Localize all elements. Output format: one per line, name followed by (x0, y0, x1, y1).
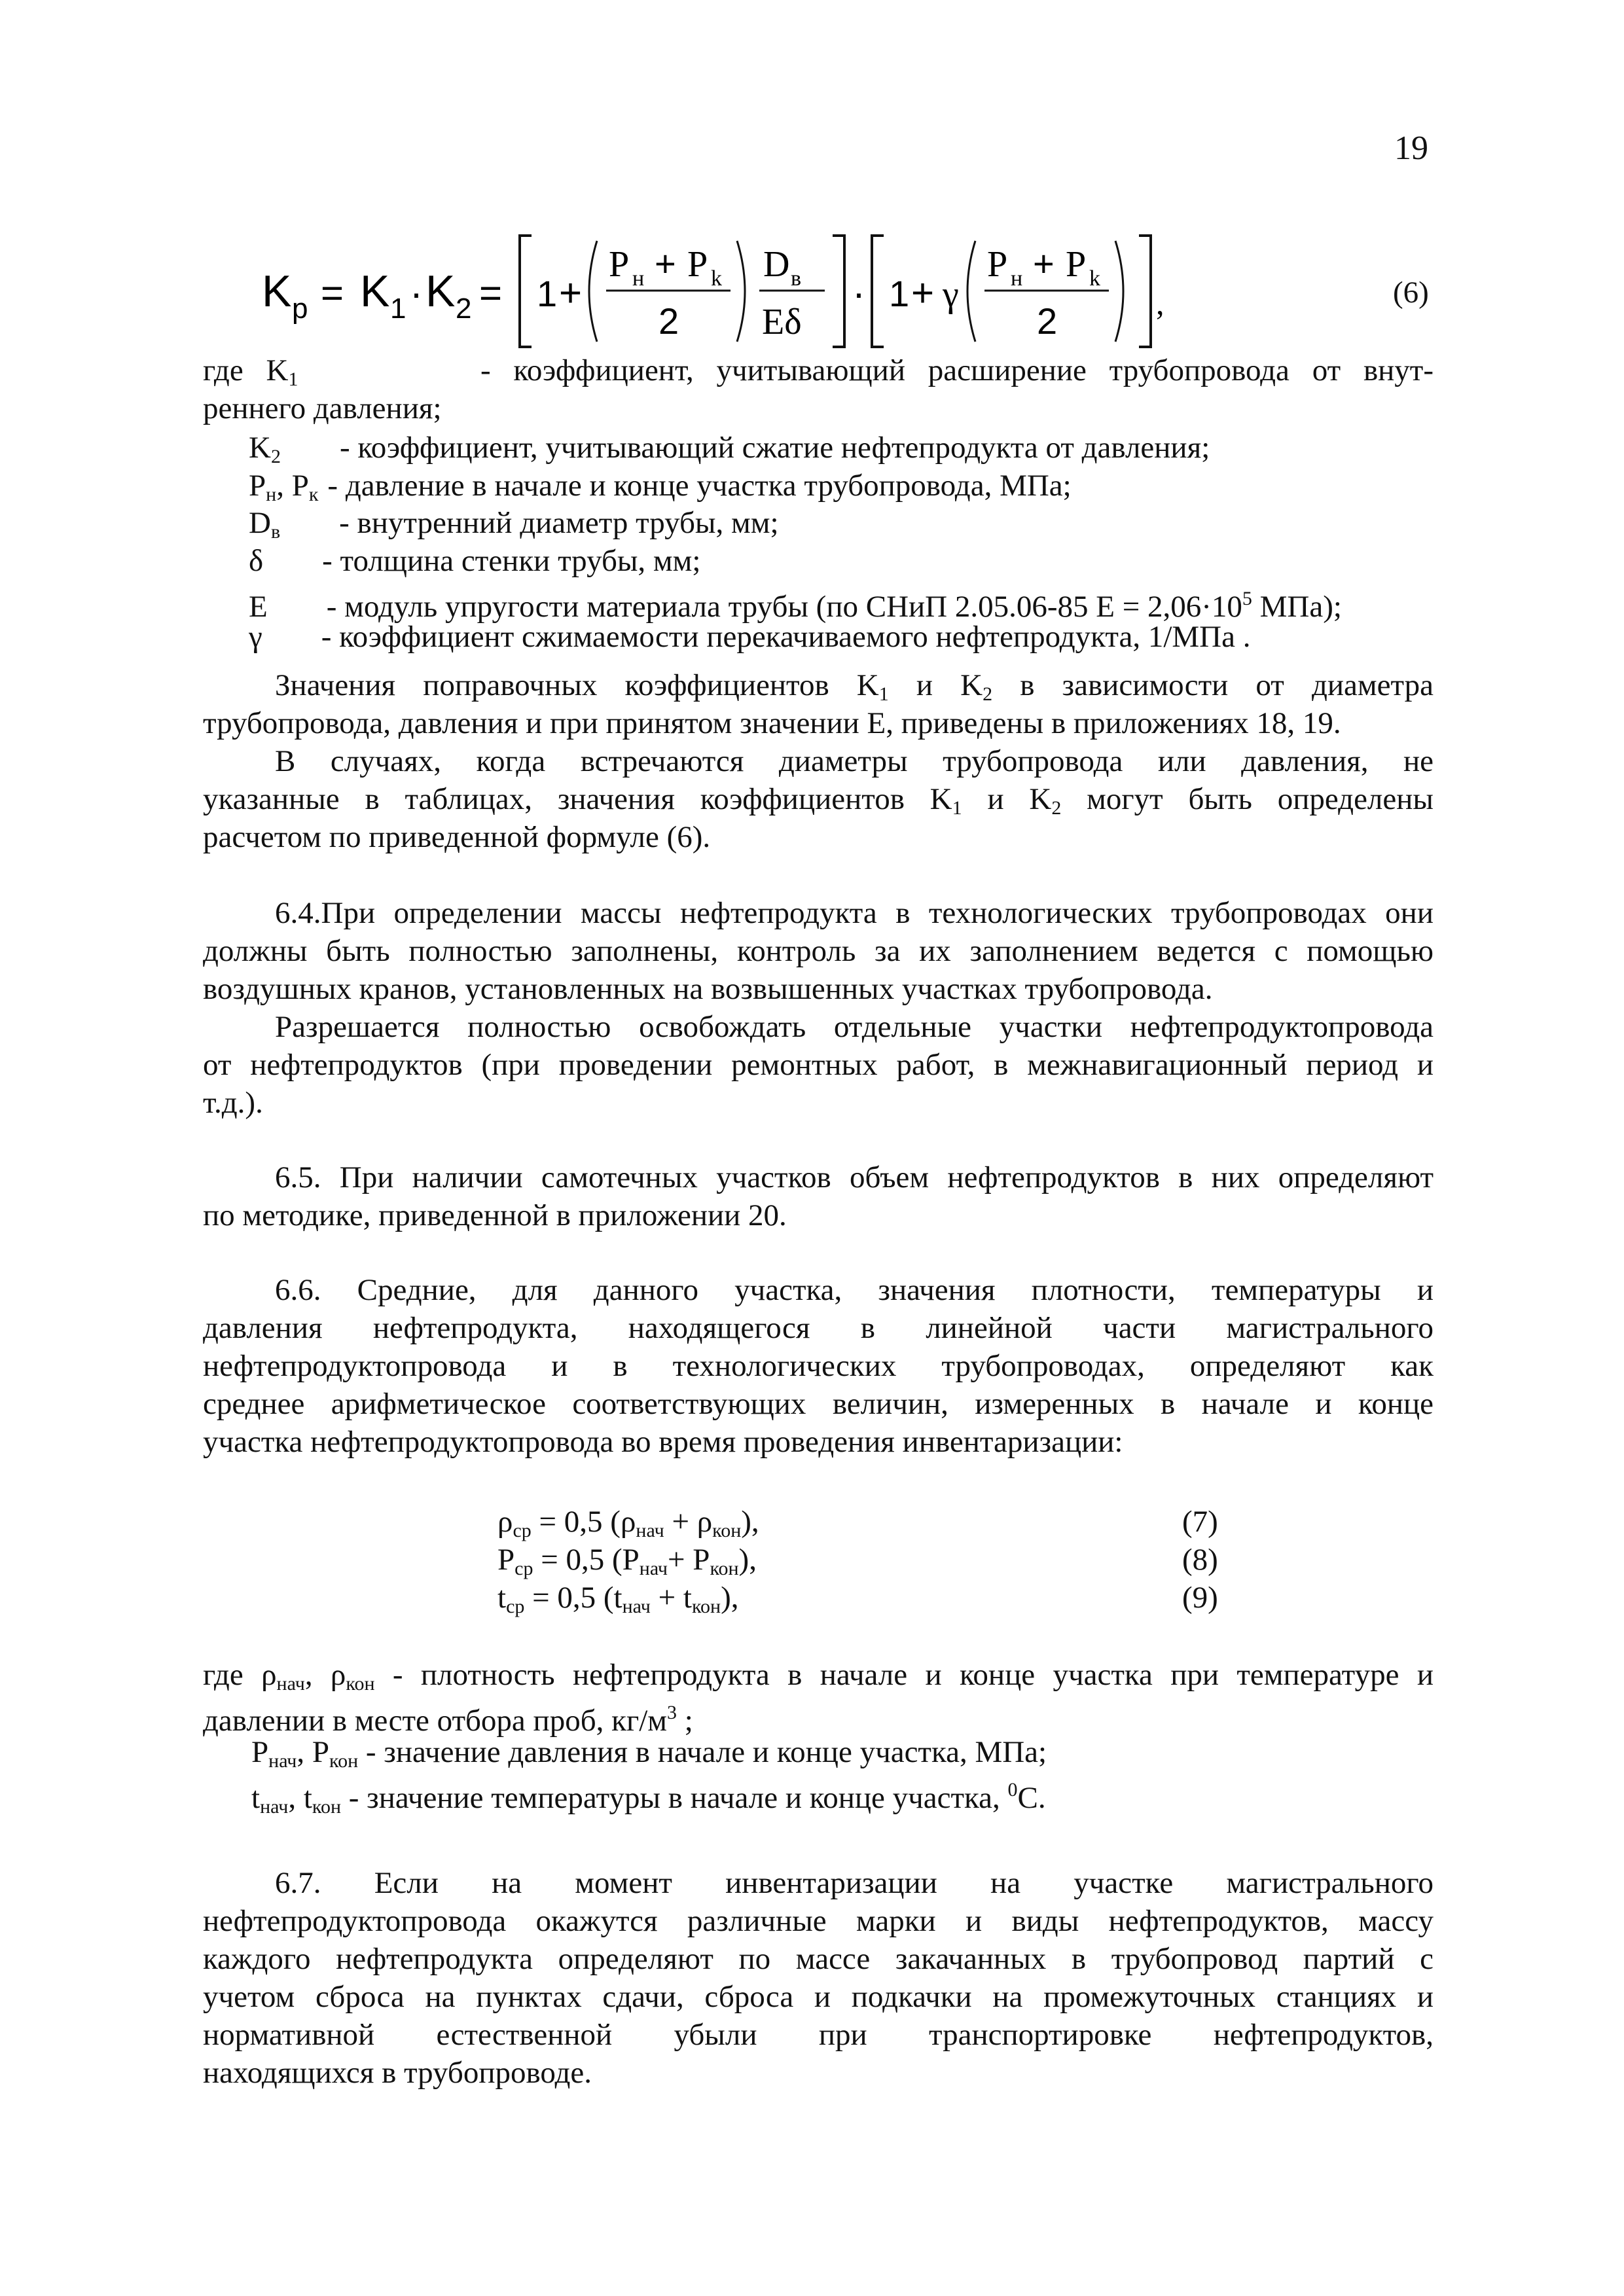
section-6-4: 6.4.При определении массы нефтепродукта в технологических трубопроводах они должны быть полностью заполнены, контроль за их заполнением ведется с помощью воздушных кранов, установленных на возвышенных участках трубопровода. Разрешается полностью освобождать отдельные участки нефтепродуктопровода от нефтепродуктов (при проведении ремонтных работ, в межнавигационный период и т.д.). (203, 896, 1434, 1120)
section-6-6: 6.6. Средние, для данного участка, значения плотности, температуры и давления нефтепродукта, находящегося в линейной части магистрального нефтепродуктопровода и в технологических трубопроводах, определяют как среднее арифметическое соответствующих величин, измеренных в начале и конце участка нефтепродуктопровода во время проведения инвентаризации: (203, 1273, 1434, 1459)
definition-row: $P_н$, $P_к$ - давление в начале и конце участка трубопровода, МПа; (249, 469, 1072, 505)
def2-rho-cont: давлении в месте отбора проб, $кг/м^3$ ; (203, 1702, 693, 1738)
formula-k1-sub: 1 (390, 293, 406, 325)
paragraph-k-values: Значения поправочных коэффициентов $K_1$ и $K_2$ в зависимости от диаметра трубопровода, давления и при принятом значении Е, приведены в приложениях 18, 19. (203, 668, 1434, 740)
formula-number: (7) (1182, 1505, 1218, 1539)
formula-row: $t_{ср} = 0,5$ $(t_{нач} + t_{кон})$, (497, 1581, 739, 1617)
section-6-5: 6.5. При наличии самотечных участков объем нефтепродуктов в них определяют по методике, приведенной в приложении 20. (203, 1160, 1434, 1232)
def2-t-row: $t_{нач}$, $t_{кон}$ - значение температуры в начале и конце участка, $^0$С. (251, 1779, 1046, 1818)
frac2-dv-sub: в (791, 266, 802, 291)
formula-k2: K (425, 266, 456, 316)
formula-gamma: γ (943, 274, 959, 315)
bracket-right-2 (1139, 236, 1151, 347)
formula-eq1: = (321, 271, 344, 315)
definition-row: $D_в$ - внутренний диаметр трубы, мм; (249, 506, 779, 543)
formula-dot1: · (410, 271, 423, 315)
frac3-plus: + (1033, 243, 1055, 284)
formula-one-2: 1 (889, 273, 910, 314)
frac1-pn-sub: н (632, 266, 645, 291)
definition-row: γ - коэффициент сжимаемости перекачиваемого нефтепродукта, 1/МПа . (249, 620, 1251, 654)
frac3-pn: P (987, 244, 1008, 285)
formula-k1: K (360, 266, 390, 316)
def-intro: где K (203, 353, 289, 387)
frac1-pn: P (609, 244, 630, 285)
frac2-dv: D (763, 244, 790, 285)
definition-row: δ - толщина стенки трубы, мм; (249, 544, 701, 578)
formula-kp-sub: p (292, 293, 308, 325)
formula-number: (8) (1182, 1543, 1218, 1577)
formula-number: (9) (1182, 1581, 1218, 1615)
paragraph-other-cases: В случаях, когда встречаются диаметры трубопровода или давления, не указанные в таблицах, значения коэффициентов $K_1$ и $K_2$ могут быть определены расчетом по приведенной формуле (6). (203, 744, 1434, 854)
formula-6 (262, 216, 1283, 360)
section-6-7: 6.7. Если на момент инвентаризации на участке магистрального нефтепродуктопровода окажутся различные марки и виды нефтепродуктов, массу каждого нефтепродукта определяют по массе закачанных в трубопровод партий с учетом сброса на пунктах сдачи, сброса и подкачки на промежуточных станциях и нормативной естественной убыли при транспортировке нефтепродуктов, находящихся в трубопроводе. (203, 1866, 1434, 2090)
frac1-two: 2 (659, 300, 679, 342)
formula-6-number: (6) (1393, 276, 1429, 310)
def-intro-sub: 1 (288, 368, 298, 390)
frac3-two: 2 (1037, 300, 1058, 342)
definition-row: E - модуль упругости материала трубы (по СНиП 2.05.06-85 $Е = 2,06\cdot 10^5$ МПа); (249, 588, 1342, 624)
formula-dot2: · (852, 271, 865, 315)
frac1-pk-sub: k (711, 266, 722, 291)
formula-kp: K (262, 266, 292, 316)
frac3-pk: P (1066, 244, 1087, 285)
formula-one-1: 1 (537, 273, 558, 314)
bracket-left-2 (872, 236, 884, 347)
def-k1-text: - коэффициент, учитывающий расширение трубопровода от внут- (480, 353, 1434, 387)
def2-p-row: $P_{нач}$, $P_{кон}$ - значение давления в начале и конце участка, МПа; (251, 1735, 1047, 1772)
frac3-pn-sub: н (1011, 266, 1023, 291)
bracket-right-1 (833, 236, 844, 347)
formula-k2-sub: 2 (456, 293, 472, 325)
page-number: 19 (1394, 130, 1428, 167)
formula-plus-2: + (911, 271, 935, 315)
frac1-plus: + (655, 243, 676, 284)
formula-comma: , (1156, 285, 1164, 321)
bracket-left-1 (520, 236, 532, 347)
frac1-pk: P (687, 244, 708, 285)
def2-rho-row: где $\rho_{нач}$, $\rho_{кон}$ - плотность нефтепродукта в начале и конце участка при температуре и (203, 1658, 1434, 1695)
frac2-edelta: Eδ (762, 302, 802, 342)
frac3-pk-sub: k (1089, 266, 1100, 291)
formula-eq2: = (479, 271, 503, 315)
definition-row: $K_2$ - коэффициент, учитывающий сжатие нефтепродукта от давления; (249, 431, 1210, 467)
formula-plus-1: + (559, 271, 583, 315)
def-k1-cont: реннего давления; (203, 391, 442, 425)
paren-left-2 (967, 241, 975, 342)
paren-left-1 (589, 241, 597, 342)
formula-row: $P_{ср} = 0,5$ $(P_{нач}+ P_{кон})$, (497, 1543, 757, 1579)
paren-right-1 (737, 241, 745, 342)
formula-row: $\rho_{ср} = 0,5$ $(\rho_{нач} + \rho_{кон})$, (497, 1505, 759, 1541)
paren-right-2 (1115, 241, 1123, 342)
